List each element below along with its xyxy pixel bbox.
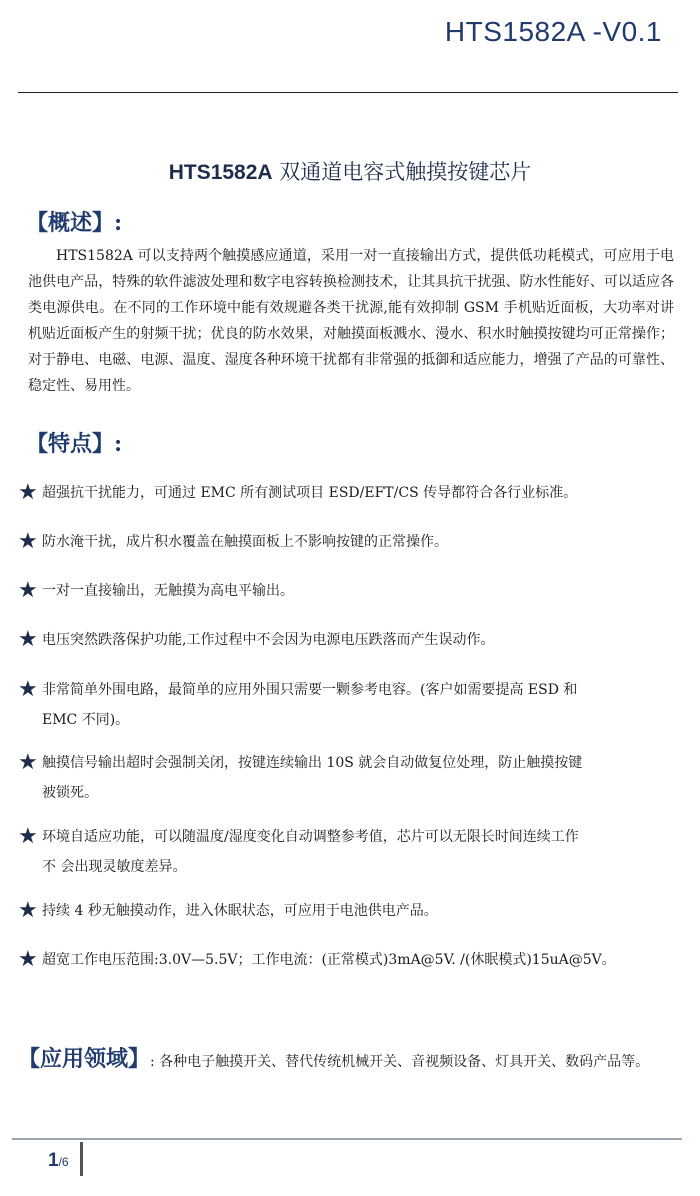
feature-text: 环境自适应功能，可以随温度/湿度变化自动调整参考值，芯片可以无限长时间连续工作 <box>42 829 579 845</box>
feature-text: 持续 4 秒无触摸动作，进入休眠状态，可应用于电池供电产品。 <box>42 903 438 919</box>
footer-divider <box>12 1138 682 1140</box>
star-bullet-icon: ★ <box>18 824 38 849</box>
star-bullet-icon: ★ <box>18 529 38 554</box>
feature-text-continued: EMC 不同)。 <box>42 712 130 728</box>
star-bullet-icon: ★ <box>18 947 38 972</box>
feature-text-continued: 不 会出现灵敏度差异。 <box>42 859 187 875</box>
feature-item <box>18 478 674 508</box>
feature-text: 一对一直接输出，无触摸为高电平输出。 <box>42 583 294 599</box>
star-bullet-icon: ★ <box>18 898 38 923</box>
feature-text: 电压突然跌落保护功能,工作过程中不会因为电源电压跌落而产生误动作。 <box>42 632 495 648</box>
star-bullet-icon: ★ <box>18 677 38 702</box>
feature-item <box>18 896 674 926</box>
current-page: 1 <box>48 1150 59 1171</box>
feature-text: 非常简单外围电路，最简单的应用外围只需要一颗参考电容。(客户如需要提高 ESD 和 <box>42 682 578 698</box>
feature-item <box>18 576 674 606</box>
document-title <box>0 156 700 186</box>
feature-text: 防水淹干扰，成片积水覆盖在触摸面板上不影响按键的正常操作。 <box>42 534 448 550</box>
application-section <box>18 1044 674 1077</box>
star-bullet-icon: ★ <box>18 480 38 505</box>
feature-item <box>18 625 674 655</box>
footer-page-bar <box>80 1142 83 1176</box>
chip-model-code: HTS1582A <box>168 161 273 184</box>
application-heading: 【应用领域】 <box>18 1046 151 1072</box>
page-number <box>48 1150 69 1172</box>
overview-paragraph: HTS1582A 可以支持两个触摸感应通道，采用一对一直接输出方式，提供低功耗模式，可应用于电池供电产品，特殊的软件滤波处理和数字电容转换检测技术，让其具抗干扰强、防水性能好、可以适应各类电源供电。在不同的工作环境中能有效规避各类干扰源,能有效抑制 GSM 手机贴近面板，大功率对讲机贴近面板产生的射频干扰；优良的防水效果，对触摸面板溅水、漫水、积水时触摸按键均可正常操作；对于静电、电磁、电源、温度、湿度各种环境干扰都有非常强的抵御和适应能力，增强了产品的可靠性、稳定性、易用性。 <box>28 248 674 394</box>
feature-item <box>18 527 674 557</box>
feature-text: 触摸信号输出超时会强制关闭，按键连续输出 10S 就会自动做复位处理，防止触摸按键 <box>42 755 583 771</box>
feature-item <box>18 748 674 808</box>
star-bullet-icon: ★ <box>18 578 38 603</box>
header-divider <box>18 92 678 93</box>
total-pages: /6 <box>58 1155 69 1169</box>
feature-item <box>18 675 674 735</box>
feature-item <box>18 945 674 975</box>
features-heading: 【特点】: <box>26 431 123 457</box>
feature-text: 超强抗干扰能力，可通过 EMC 所有测试项目 ESD/EFT/CS 传导都符合各行业标准。 <box>42 485 578 501</box>
feature-text-continued: 被锁死。 <box>42 785 98 801</box>
document-version-header: HTS1582A -V0.1 <box>444 16 662 47</box>
star-bullet-icon: ★ <box>18 750 38 775</box>
overview-heading: 【概述】: <box>26 210 123 236</box>
feature-text: 超宽工作电压范围:3.0V—5.5V；工作电流：(正常模式)3mA@5V. /(休眠模式)15uA@5V。 <box>42 952 616 968</box>
feature-item <box>18 822 674 882</box>
application-text: : 各种电子触摸开关、替代传统机械开关、音视频设备、灯具开关、数码产品等。 <box>150 1054 650 1070</box>
star-bullet-icon: ★ <box>18 627 38 652</box>
chip-description: 双通道电容式触摸按键芯片 <box>272 160 532 184</box>
